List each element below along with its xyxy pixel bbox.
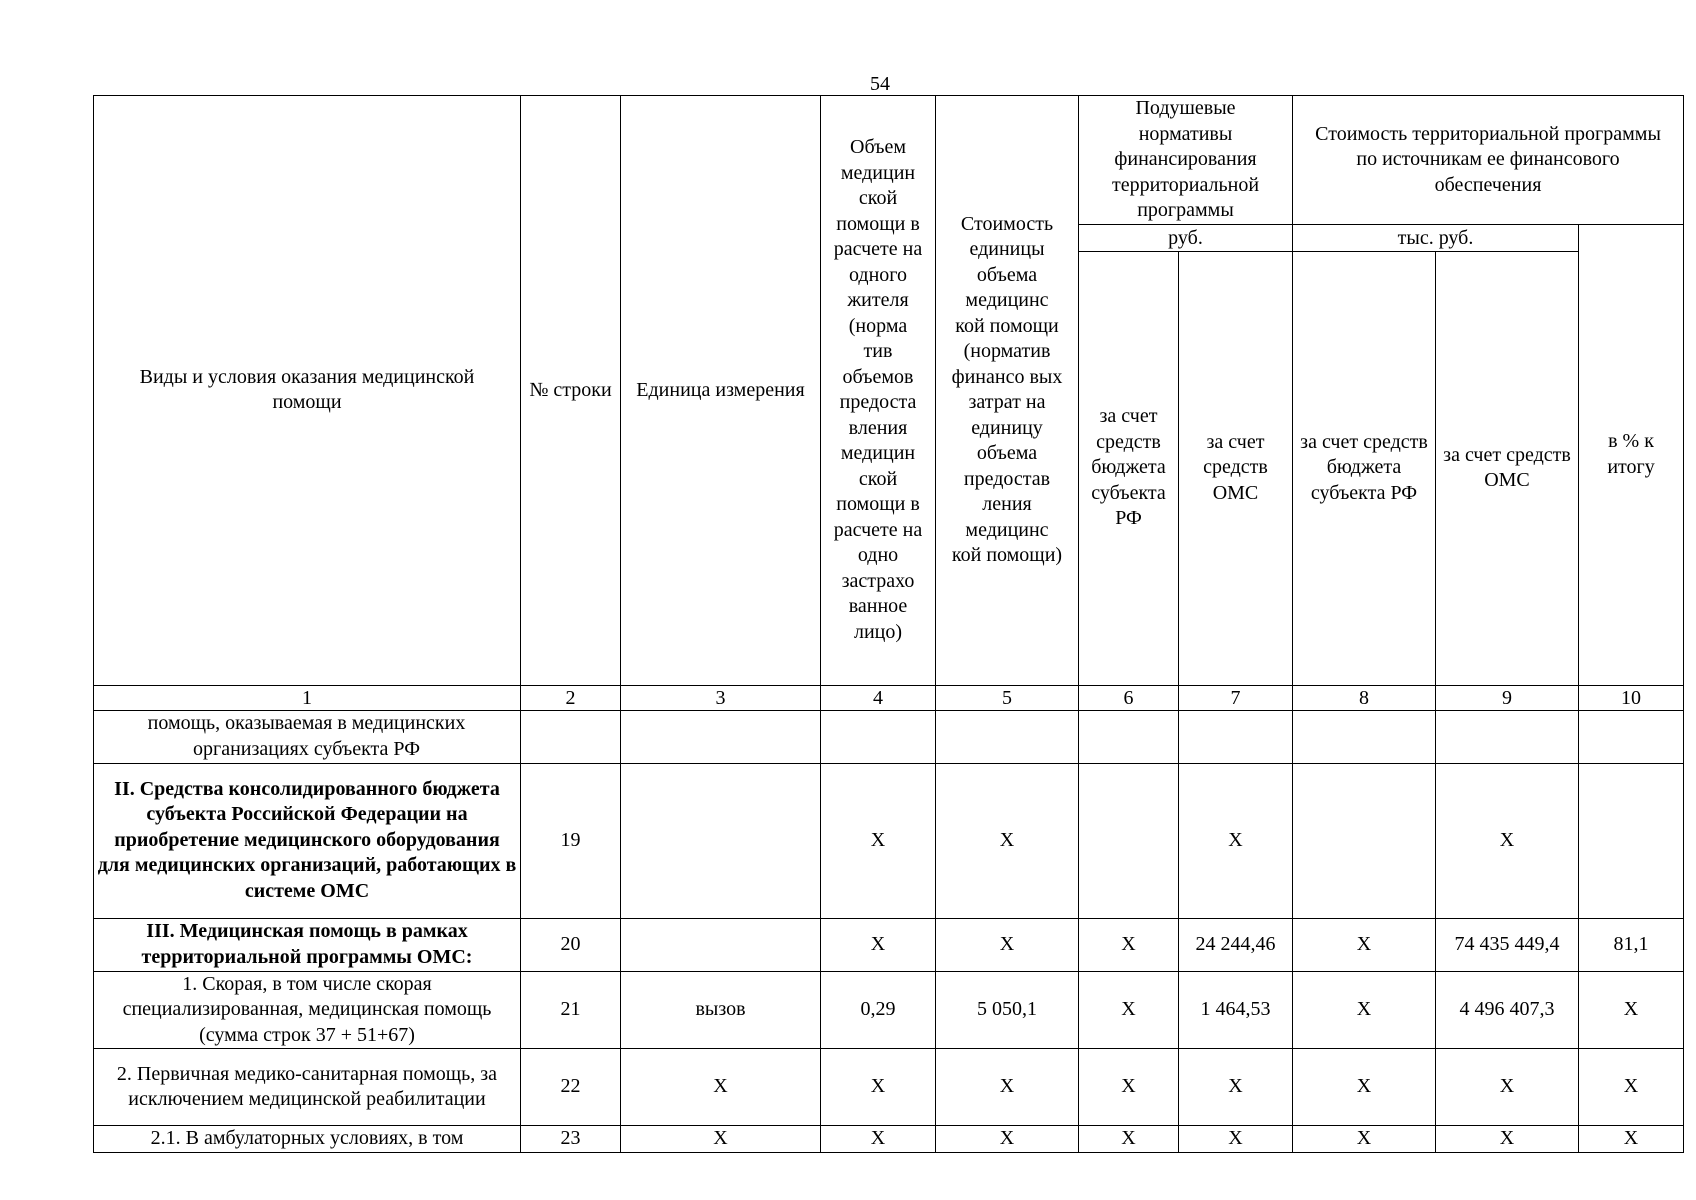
table-row [94,1049,1684,1126]
page-number: 54 [870,73,890,95]
column-number: 9 [1436,685,1579,710]
column-number: 10 [1579,685,1684,710]
column-number: 1 [94,685,521,710]
row-unit-cost: X [936,1126,1079,1153]
row-cost-oms: 4 496 407,3 [1436,971,1579,1049]
column-number: 2 [521,685,621,710]
header-pc-oms-funds: за счет средств ОМС [1179,251,1293,685]
row-pc-oms: X [1179,1049,1293,1126]
row-unit: X [621,1126,821,1153]
row-cost-budget [1293,710,1436,763]
row-percent: X [1579,1049,1684,1126]
table-row [94,763,1684,918]
table-row [94,918,1684,971]
row-name: III. Медицинская помощь в рамках территориальной программы ОМС: [94,918,521,971]
row-pc-oms [1179,710,1293,763]
row-pc-oms: X [1179,763,1293,918]
row-name: помощь, оказываемая в медицинских организациях субъекта РФ [94,710,521,763]
row-unit-cost: 5 050,1 [936,971,1079,1049]
row-cost-oms: X [1436,763,1579,918]
row-pc-budget: X [1079,1126,1179,1153]
row-pc-budget [1079,763,1179,918]
row-cost-oms [1436,710,1579,763]
row-unit: вызов [621,971,821,1049]
header-types-of-care: Виды и условия оказания медицинской помощи [94,96,521,686]
header-unit-cost: Стоимость единицы объема медицинс кой помощи (норматив финансо вых затрат на единицу объема предостав ления медицинс кой помощи) [936,96,1079,686]
header-pc-regional-budget: за счет средств бюджета субъекта РФ [1079,251,1179,685]
row-pc-budget: X [1079,1049,1179,1126]
row-pc-budget: X [1079,971,1179,1049]
row-cost-oms: 74 435 449,4 [1436,918,1579,971]
row-number: 19 [521,763,621,918]
row-cost-budget: X [1293,918,1436,971]
row-percent: 81,1 [1579,918,1684,971]
header-per-capita-standards: Подушевые нормативы финансирования территориальной программы [1079,96,1293,225]
row-volume: 0,29 [821,971,936,1049]
row-percent: X [1579,1126,1684,1153]
row-volume [821,710,936,763]
header-percent-of-total: в % к итогу [1579,224,1684,685]
row-number: 22 [521,1049,621,1126]
row-pc-budget: X [1079,918,1179,971]
column-number: 7 [1179,685,1293,710]
row-name: 1. Скорая, в том числе скорая специализированная, медицинская помощь (сумма строк 37 + 51+67) [94,971,521,1049]
table-row [94,971,1684,1049]
row-unit [621,918,821,971]
column-number: 6 [1079,685,1179,710]
row-unit: X [621,1049,821,1126]
row-cost-oms: X [1436,1049,1579,1126]
row-name: 2.1. В амбулаторных условиях, в том [94,1126,521,1153]
row-unit-cost: X [936,1049,1079,1126]
row-volume: X [821,1126,936,1153]
row-percent: X [1579,971,1684,1049]
header-program-cost: Стоимость территориальной программы по источникам ее финансового обеспечения [1293,96,1684,225]
row-number: 23 [521,1126,621,1153]
header-unit-thousand-rub: тыс. руб. [1293,224,1579,251]
row-pc-budget [1079,710,1179,763]
table-row [94,1126,1684,1153]
column-number: 4 [821,685,936,710]
table-row [94,710,1684,763]
column-number-row [94,685,1684,710]
row-pc-oms: 24 244,46 [1179,918,1293,971]
row-cost-budget [1293,763,1436,918]
header-unit-rub: руб. [1079,224,1293,251]
header-unit-of-measure: Единица измерения [621,96,821,686]
row-unit-cost: X [936,918,1079,971]
row-cost-budget: X [1293,971,1436,1049]
row-percent [1579,763,1684,918]
column-number: 5 [936,685,1079,710]
row-unit [621,710,821,763]
row-number: 20 [521,918,621,971]
row-unit [621,763,821,918]
row-number [521,710,621,763]
financing-table [93,95,1684,1153]
row-volume: X [821,763,936,918]
row-volume: X [821,918,936,971]
column-number: 8 [1293,685,1436,710]
row-volume: X [821,1049,936,1126]
row-cost-oms: X [1436,1126,1579,1153]
row-cost-budget: X [1293,1049,1436,1126]
column-number: 3 [621,685,821,710]
row-pc-oms: X [1179,1126,1293,1153]
row-number: 21 [521,971,621,1049]
header-row-number: № строки [521,96,621,686]
row-name: 2. Первичная медико-санитарная помощь, за исключением медицинской реабилитации [94,1049,521,1126]
row-percent [1579,710,1684,763]
header-cost-regional-budget: за счет средств бюджета субъекта РФ [1293,251,1436,685]
row-cost-budget: X [1293,1126,1436,1153]
header-cost-oms-funds: за счет средств ОМС [1436,251,1579,685]
row-unit-cost [936,710,1079,763]
row-name: II. Средства консолидированного бюджета субъекта Российской Федерации на приобретение медицинского оборудования для медицинских организаций, работающих в системе ОМС [94,763,521,918]
row-pc-oms: 1 464,53 [1179,971,1293,1049]
header-volume-per-capita: Объем медицин ской помощи в расчете на одного жителя (норма тив объемов предоста вления медицин ской помощи в расчете на одно застрахо ванное лицо) [821,96,936,686]
row-unit-cost: X [936,763,1079,918]
